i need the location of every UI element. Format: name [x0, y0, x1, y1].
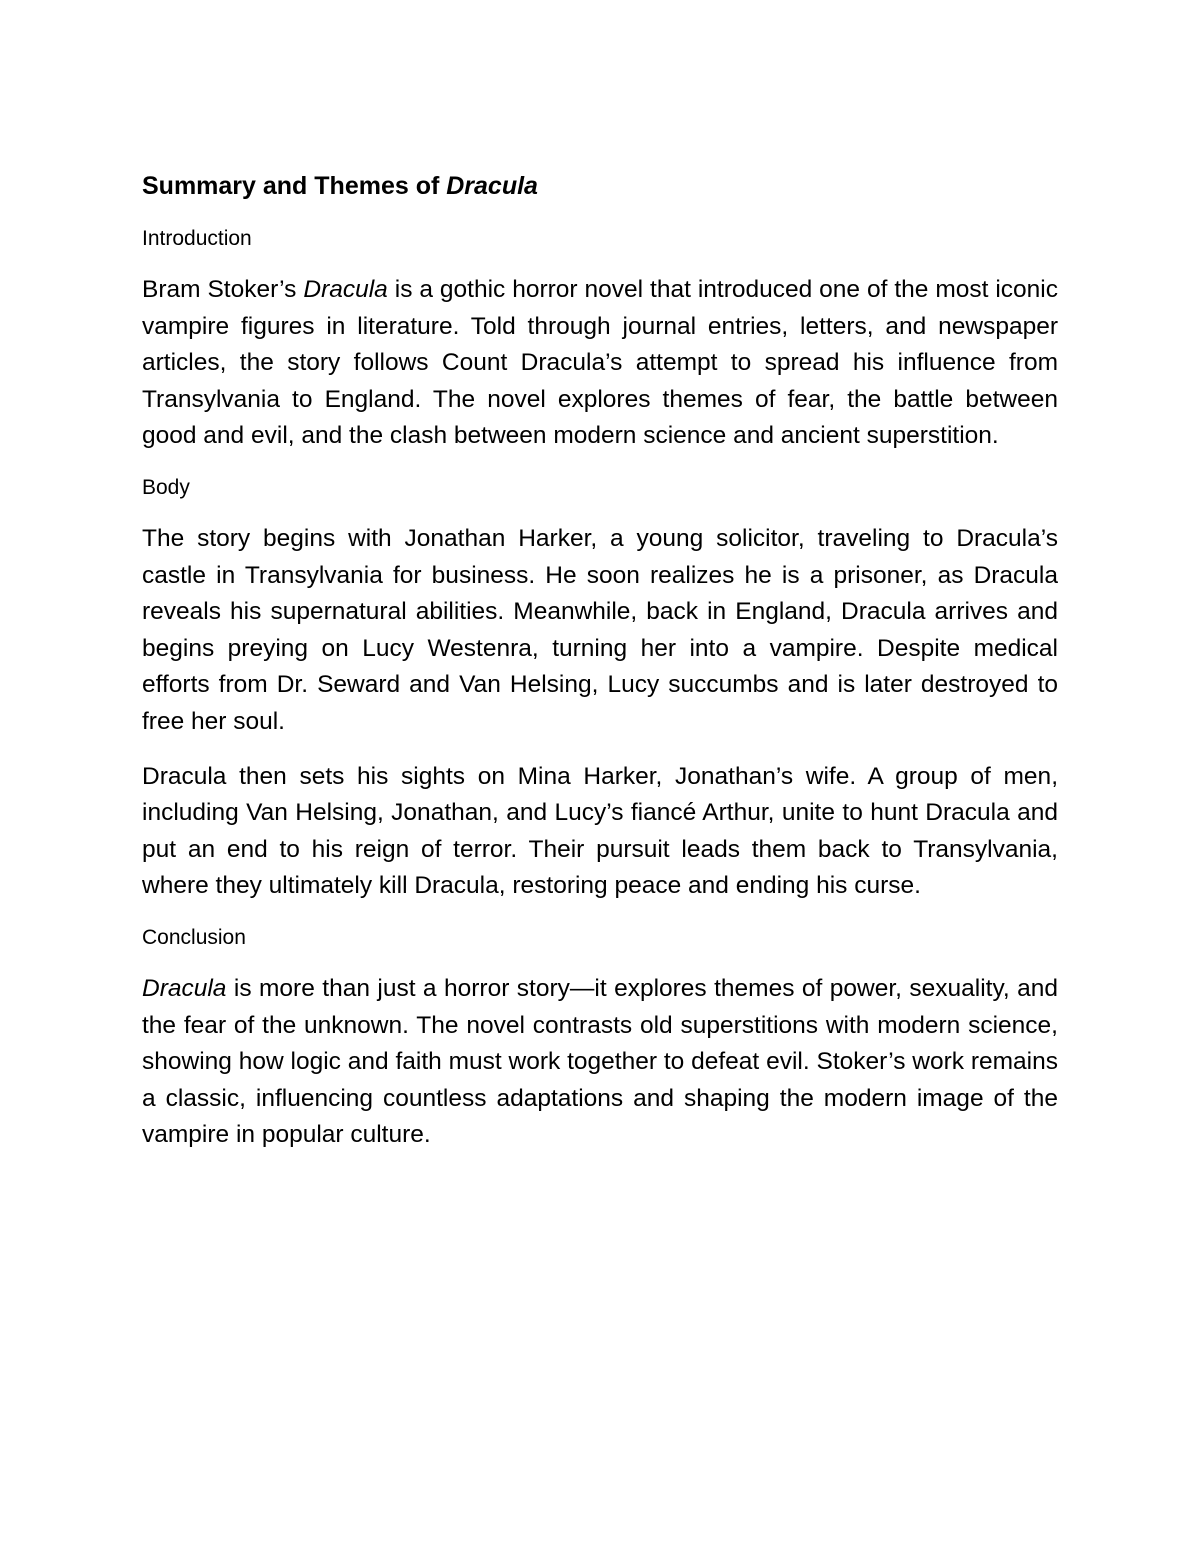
conclusion-paragraph — [142, 971, 1058, 1154]
introduction-heading: Introduction — [142, 227, 252, 250]
body-paragraph-1: The story begins with Jonathan Harker, a young solicitor, traveling to Dracula’s castle in Transylvania for business. He soon realizes he is a prisoner, as Dracula reveals his supernatural abilities. Meanwhile, back in England, Dracula arrives and begins preying on Lucy Westenra, turning her into a vampire. Despite medical efforts from Dr. Seward and Van Helsing, Lucy succumbs and is later destroyed to free her soul. — [142, 524, 1058, 735]
title-text: Summary and Themes of — [142, 172, 447, 200]
body-heading: Body — [142, 475, 190, 499]
body-paragraph-2: Dracula then sets his sights on Mina Harker, Jonathan’s wife. A group of men, including Van Helsing, Jonathan, and Lucy’s fiancé Arthur, unite to hunt Dracula and put an end to his reign of terror. Their pursuit leads them back to Transylvania, where they ultimately kill Dracula, restoring peace and ending his curse. — [142, 762, 1058, 900]
conclusion-heading: Conclusion — [142, 925, 246, 949]
conclusion-body-text: is more than just a horror story—it explores themes of power, sexuality, and the fear of the unknown. The novel contrasts old superstitions with modern science, showing how logic and faith must work together to defeat evil. Stoker’s work remains a classic, influencing countless adaptations and shaping the modern image of the vampire in popular culture. — [142, 974, 1058, 1149]
introduction-body-text: is a gothic horror novel that introduced one of the most iconic vampire figures in literature. Told through journal entries, letters, and newspaper articles, the story follows Count Dracula’s attempt to spread his influence from Transylvania to England. The novel explores themes of fear, the battle between good and evil, and the clash between modern science and ancient superstition. — [142, 276, 1058, 450]
document-title — [142, 168, 1058, 204]
introduction-paragraph — [142, 272, 1058, 455]
introduction-italic-text: Dracula — [303, 276, 388, 303]
title-italic-text: Dracula — [446, 172, 538, 200]
introduction-lead-text: Bram Stoker’s — [142, 276, 304, 303]
document-content — [142, 168, 1058, 1172]
conclusion-italic-text: Dracula — [142, 974, 227, 1002]
